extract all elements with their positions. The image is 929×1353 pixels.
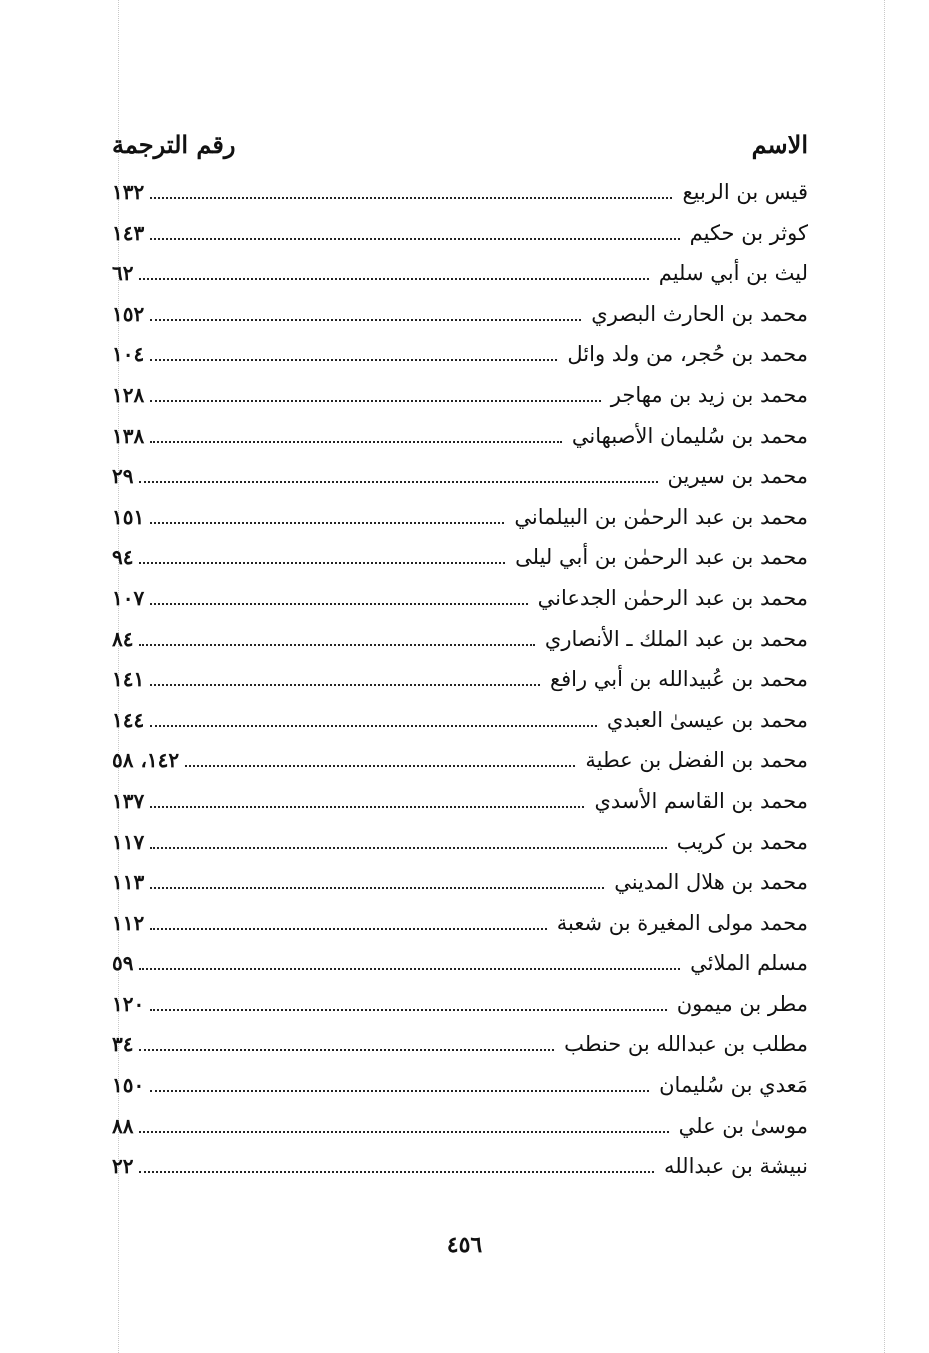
dot-leader (139, 278, 648, 280)
entry-name: محمد بن كريب (676, 829, 808, 854)
entry-name: محمد مولى المغيرة بن شعبة (556, 910, 808, 935)
entry-number: ١٥٢ (112, 301, 145, 326)
index-entry (112, 221, 808, 262)
entry-number: ٨٨ (112, 1113, 134, 1138)
index-entry (112, 302, 808, 343)
entry-number: ١١٣ (112, 870, 145, 895)
dot-leader (139, 1049, 554, 1051)
entry-name: محمد بن الحارث البصري (591, 301, 808, 326)
entry-number: ١٢٨ (112, 382, 145, 407)
dot-leader (150, 522, 504, 524)
entry-name: موسىٰ بن علي (678, 1113, 808, 1138)
dot-leader (150, 847, 667, 849)
dot-leader (150, 441, 562, 443)
dot-leader (150, 684, 540, 686)
entry-name: نبيشة بن عبدالله (663, 1154, 808, 1179)
index-entry (112, 261, 808, 302)
dot-leader (139, 1171, 653, 1173)
index-entry (112, 748, 808, 789)
entry-name: محمد بن الفضل بن عطية (585, 748, 808, 773)
number-column-heading: رقم الترجمة (112, 130, 236, 159)
name-column-heading: الاسم (751, 130, 808, 159)
entry-name: محمد بن عبد الملك ـ الأنصاري (544, 626, 808, 651)
entry-name: محمد بن سيرين (667, 464, 808, 489)
entry-name: محمد بن حُجر، من ولد وائل (567, 342, 808, 367)
entry-number: ١٤٤ (112, 707, 145, 732)
entry-number: ٩٤ (112, 545, 134, 570)
dot-leader (150, 238, 679, 240)
index-entry (112, 1032, 808, 1073)
index-entry (112, 951, 808, 992)
dot-leader (150, 603, 527, 605)
dot-leader (150, 197, 672, 199)
entry-name: محمد بن عيسىٰ العبدي (606, 707, 808, 732)
index-entry (112, 1154, 808, 1195)
entry-number: ١٤٢، ٥٨ (112, 748, 180, 773)
entry-number: ١٠٤ (112, 342, 145, 367)
index-header (112, 130, 808, 172)
dot-leader (139, 968, 680, 970)
index-entry (112, 911, 808, 952)
entry-name: محمد بن عبد الرحمٰن بن أبي ليلى (515, 545, 808, 570)
dot-leader (150, 319, 581, 321)
dot-leader (150, 359, 557, 361)
dot-leader (139, 1131, 668, 1133)
dot-leader (139, 644, 534, 646)
index-entry (112, 667, 808, 708)
entry-name: ليث بن أبي سليم (658, 261, 808, 286)
entry-number: ١٠٧ (112, 585, 145, 610)
index-entry (112, 870, 808, 911)
dot-leader (185, 765, 575, 767)
index-entry (112, 505, 808, 546)
entry-name: محمد بن القاسم الأسدي (594, 788, 808, 813)
dot-leader (139, 562, 505, 564)
index-entry (112, 464, 808, 505)
entry-number: ١٥١ (112, 504, 145, 529)
entry-number: ١٤١ (112, 667, 145, 692)
dot-leader (150, 928, 547, 930)
dot-leader (150, 400, 601, 402)
entry-number: ١٣٧ (112, 788, 145, 813)
entry-name: محمد بن عُبيدالله بن أبي رافع (549, 667, 808, 692)
index-entry (112, 1114, 808, 1155)
entry-name: كوثر بن حكيم (689, 220, 808, 245)
entry-name: مطر بن ميمون (676, 991, 808, 1016)
scan-edge-line (884, 0, 885, 1353)
entry-name: محمد بن هلال المديني (614, 870, 808, 895)
index-entry (112, 342, 808, 383)
entry-number: ١٣٨ (112, 423, 145, 448)
index-entry (112, 424, 808, 465)
dot-leader (139, 481, 657, 483)
index-entry (112, 708, 808, 749)
entry-number: ١١٧ (112, 829, 145, 854)
index-entry (112, 1073, 808, 1114)
page-number: ٤٥٦ (446, 1232, 483, 1258)
dot-leader (150, 1009, 667, 1011)
index-entry (112, 627, 808, 668)
entry-name: محمد بن عبد الرحمٰن بن البيلماني (514, 504, 808, 529)
dot-leader (150, 1090, 649, 1092)
index-entry (112, 586, 808, 627)
dot-leader (150, 887, 604, 889)
entry-number: ٦٢ (112, 261, 134, 286)
entry-name: مطلب بن عبدالله بن حنطب (564, 1032, 808, 1057)
entry-name: مسلم الملائي (690, 951, 808, 976)
entry-name: قيس بن الربيع (682, 180, 808, 204)
entry-number: ١٢٠ (112, 991, 145, 1016)
dot-leader (150, 806, 584, 808)
index-entry (112, 383, 808, 424)
entry-number: ١٣٢ (112, 180, 145, 204)
index-entry (112, 180, 808, 221)
entry-number: ٥٩ (112, 951, 134, 976)
entry-number: ١٤٣ (112, 220, 145, 245)
index-entry (112, 992, 808, 1033)
index-entry (112, 545, 808, 586)
entry-number: ١٥٠ (112, 1073, 145, 1098)
entry-name: مَعدي بن سُليمان (659, 1073, 808, 1098)
entry-name: محمد بن سُليمان الأصبهاني (571, 423, 808, 448)
entry-name: محمد بن زيد بن مهاجر (610, 382, 808, 407)
index-entries (112, 180, 808, 1195)
index-page (112, 130, 808, 1195)
entry-number: ١١٢ (112, 910, 145, 935)
entry-number: ٢٢ (112, 1154, 134, 1179)
entry-number: ٨٤ (112, 626, 134, 651)
index-entry (112, 789, 808, 830)
entry-number: ٣٤ (112, 1032, 134, 1057)
entry-name: محمد بن عبد الرحمٰن الجدعاني (537, 585, 808, 610)
dot-leader (150, 725, 597, 727)
entry-number: ٢٩ (112, 464, 134, 489)
index-entry (112, 830, 808, 871)
